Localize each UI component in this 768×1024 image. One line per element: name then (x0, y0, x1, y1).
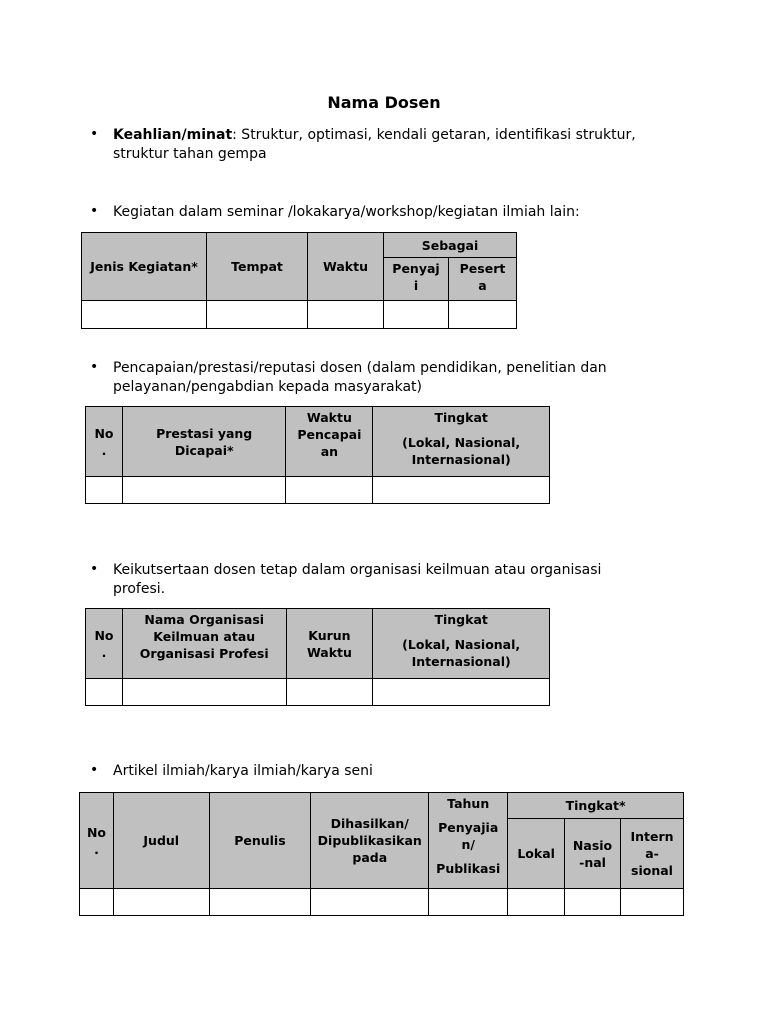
header-jenis-kegiatan: Jenis Kegiatan* (82, 233, 207, 301)
keahlian-label: Keahlian/minat (113, 127, 233, 143)
header-nama-organisasi: Nama Organisasi Keilmuan atau Organisasi Profesi (122, 609, 286, 679)
table-cell[interactable] (209, 889, 311, 916)
header-kurun-waktu: Kurun Waktu (286, 609, 373, 679)
table-row (86, 477, 550, 504)
keahlian-text-2: struktur tahan gempa (113, 146, 267, 162)
table-cell[interactable] (373, 679, 550, 706)
header-dihasilkan: Dihasilkan/ Dipublikasikan pada (311, 793, 429, 889)
keahlian-text-1: : Struktur, optimasi, kendali getaran, identifikasi struktur, (232, 127, 636, 143)
header-no: No . (86, 609, 123, 679)
table-row (82, 301, 517, 329)
header-tempat: Tempat (207, 233, 308, 301)
table-cell[interactable] (429, 889, 508, 916)
header-internasional: Intern a- sional (621, 819, 684, 889)
header-prestasi: Prestasi yang Dicapai* (122, 407, 285, 477)
keahlian-paragraph (90, 126, 713, 164)
header-tingkat: Tingkat (Lokal, Nasional, Internasional) (373, 609, 550, 679)
table-cell[interactable] (286, 679, 373, 706)
table-row (80, 889, 684, 916)
table-cell[interactable] (207, 301, 308, 329)
table-cell[interactable] (308, 301, 384, 329)
table-cell[interactable] (621, 889, 684, 916)
table-cell[interactable] (286, 477, 373, 504)
organisasi-heading (90, 561, 713, 599)
table-cell[interactable] (86, 477, 123, 504)
header-waktu-pencapaian: Waktu Pencapai an (286, 407, 373, 477)
bullet-icon: • (90, 762, 99, 778)
table-row (86, 679, 550, 706)
bullet-icon: • (90, 203, 99, 219)
table-cell[interactable] (311, 889, 429, 916)
organisasi-heading-2: profesi. (113, 581, 166, 597)
prestasi-heading-1: Pencapaian/prestasi/reputasi dosen (dalam pendidikan, penelitian dan (113, 360, 607, 376)
header-nasional: Nasio -nal (565, 819, 621, 889)
page-title: Nama Dosen (327, 93, 441, 112)
table-cell[interactable] (86, 679, 123, 706)
table-cell[interactable] (82, 301, 207, 329)
header-tahun: Tahun Penyajia n/ Publikasi (429, 793, 508, 889)
table-cell[interactable] (565, 889, 621, 916)
table-cell[interactable] (508, 889, 565, 916)
kegiatan-heading-text: Kegiatan dalam seminar /lokakarya/workshop/kegiatan ilmiah lain: (113, 204, 580, 220)
header-no: No . (86, 407, 123, 477)
header-penyaji: Penyaj i (384, 258, 449, 301)
header-peserta: Pesert a (449, 258, 517, 301)
header-penulis: Penulis (209, 793, 311, 889)
table-cell[interactable] (80, 889, 114, 916)
table-cell[interactable] (122, 679, 286, 706)
artikel-heading-text: Artikel ilmiah/karya ilmiah/karya seni (113, 763, 373, 779)
header-sebagai: Sebagai (384, 233, 517, 258)
header-tingkat: Tingkat (Lokal, Nasional, Internasional) (373, 407, 550, 477)
table-cell[interactable] (384, 301, 449, 329)
artikel-heading (90, 762, 713, 781)
bullet-icon: • (90, 359, 99, 375)
table-cell[interactable] (373, 477, 550, 504)
header-lokal: Lokal (508, 819, 565, 889)
kegiatan-table (81, 232, 517, 329)
organisasi-heading-1: Keikutsertaan dosen tetap dalam organisasi keilmuan atau organisasi (113, 562, 602, 578)
prestasi-heading (90, 359, 713, 397)
header-no: No . (80, 793, 114, 889)
table-cell[interactable] (122, 477, 285, 504)
bullet-icon: • (90, 126, 99, 142)
organisasi-table (85, 608, 550, 706)
kegiatan-heading (90, 203, 733, 222)
header-judul: Judul (113, 793, 209, 889)
bullet-icon: • (90, 561, 99, 577)
prestasi-table (85, 406, 550, 504)
prestasi-heading-2: pelayanan/pengabdian kepada masyarakat) (113, 379, 422, 395)
table-cell[interactable] (449, 301, 517, 329)
header-tingkat: Tingkat* (508, 793, 684, 819)
table-cell[interactable] (113, 889, 209, 916)
header-waktu: Waktu (308, 233, 384, 301)
artikel-table (79, 792, 684, 916)
